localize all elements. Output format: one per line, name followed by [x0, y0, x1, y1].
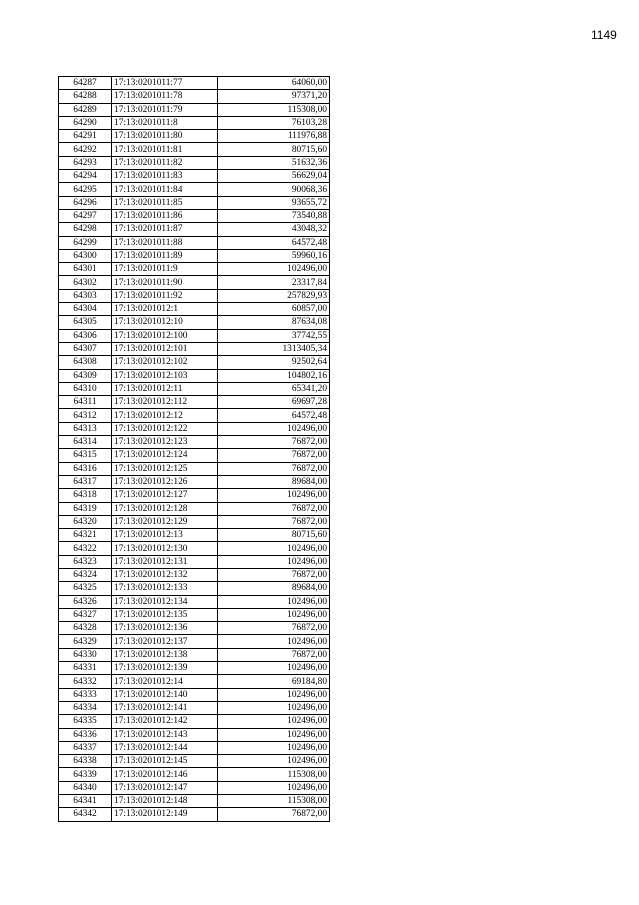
cadastral-number-cell: 17:13:0201012:129	[112, 515, 218, 528]
table-row	[59, 130, 330, 143]
cadastral-value-cell: 64060,00	[218, 77, 330, 90]
row-number-cell: 64299	[59, 236, 112, 249]
cadastral-number-cell: 17:13:0201012:103	[112, 369, 218, 382]
table-row	[59, 316, 330, 329]
row-number-cell: 64335	[59, 715, 112, 728]
table-row	[59, 77, 330, 90]
cadastral-value-cell: 76872,00	[218, 436, 330, 449]
table-row	[59, 768, 330, 781]
cadastral-number-cell: 17:13:0201012:141	[112, 701, 218, 714]
row-number-cell: 64337	[59, 741, 112, 754]
cadastral-value-cell: 59960,16	[218, 249, 330, 262]
cadastral-number-cell: 17:13:0201011:78	[112, 90, 218, 103]
cadastral-number-cell: 17:13:0201011:92	[112, 289, 218, 302]
table-row	[59, 183, 330, 196]
cadastral-value-cell: 56629,04	[218, 170, 330, 183]
row-number-cell: 64325	[59, 582, 112, 595]
cadastral-number-cell: 17:13:0201012:138	[112, 648, 218, 661]
cadastral-value-cell: 76872,00	[218, 502, 330, 515]
cadastral-number-cell: 17:13:0201012:101	[112, 342, 218, 355]
cadastral-number-cell: 17:13:0201012:11	[112, 382, 218, 395]
row-number-cell: 64301	[59, 263, 112, 276]
cadastral-number-cell: 17:13:0201012:139	[112, 662, 218, 675]
table-row	[59, 170, 330, 183]
cadastral-value-cell: 97371,20	[218, 90, 330, 103]
page-number: 1149	[591, 28, 617, 42]
cadastral-value-cell: 102496,00	[218, 715, 330, 728]
cadastral-number-cell: 17:13:0201012:100	[112, 329, 218, 342]
row-number-cell: 64332	[59, 675, 112, 688]
row-number-cell: 64308	[59, 356, 112, 369]
row-number-cell: 64310	[59, 382, 112, 395]
cadastral-value-cell: 92502,64	[218, 356, 330, 369]
table-row	[59, 236, 330, 249]
cadastral-number-cell: 17:13:0201012:140	[112, 688, 218, 701]
table-row	[59, 116, 330, 129]
table-row	[59, 196, 330, 209]
table-row	[59, 209, 330, 222]
table-row	[59, 156, 330, 169]
cadastral-value-cell: 102496,00	[218, 489, 330, 502]
row-number-cell: 64338	[59, 755, 112, 768]
cadastral-value-cell: 104802,16	[218, 369, 330, 382]
cadastral-value-cell: 90068,36	[218, 183, 330, 196]
cadastral-number-cell: 17:13:0201012:127	[112, 489, 218, 502]
cadastral-number-cell: 17:13:0201011:89	[112, 249, 218, 262]
row-number-cell: 64330	[59, 648, 112, 661]
cadastral-number-cell: 17:13:0201012:112	[112, 396, 218, 409]
cadastral-value-cell: 69697,28	[218, 396, 330, 409]
row-number-cell: 64288	[59, 90, 112, 103]
table-row	[59, 622, 330, 635]
cadastral-value-cell: 115308,00	[218, 768, 330, 781]
table-row	[59, 475, 330, 488]
table-row	[59, 741, 330, 754]
cadastral-value-cell: 102496,00	[218, 542, 330, 555]
cadastral-number-cell: 17:13:0201012:143	[112, 728, 218, 741]
cadastral-value-cell: 102496,00	[218, 608, 330, 621]
table-row	[59, 675, 330, 688]
row-number-cell: 64320	[59, 515, 112, 528]
row-number-cell: 64316	[59, 462, 112, 475]
cadastral-number-cell: 17:13:0201011:8	[112, 116, 218, 129]
cadastral-value-cell: 1313405,34	[218, 342, 330, 355]
cadastral-value-cell: 64572,48	[218, 409, 330, 422]
cadastral-number-cell: 17:13:0201011:87	[112, 223, 218, 236]
table-row	[59, 608, 330, 621]
cadastral-value-cell: 102496,00	[218, 263, 330, 276]
row-number-cell: 64322	[59, 542, 112, 555]
cadastral-value-cell: 115308,00	[218, 795, 330, 808]
cadastral-number-cell: 17:13:0201012:122	[112, 422, 218, 435]
cadastral-value-cell: 111976,88	[218, 130, 330, 143]
cadastral-number-cell: 17:13:0201012:131	[112, 555, 218, 568]
table-row	[59, 263, 330, 276]
cadastral-value-cell: 257829,93	[218, 289, 330, 302]
table-row	[59, 755, 330, 768]
table-row	[59, 369, 330, 382]
row-number-cell: 64298	[59, 223, 112, 236]
row-number-cell: 64290	[59, 116, 112, 129]
cadastral-value-cell: 102496,00	[218, 422, 330, 435]
row-number-cell: 64319	[59, 502, 112, 515]
table-row	[59, 449, 330, 462]
cadastral-value-cell: 102496,00	[218, 595, 330, 608]
cadastral-number-cell: 17:13:0201011:81	[112, 143, 218, 156]
table-row	[59, 103, 330, 116]
cadastral-value-cell: 102496,00	[218, 728, 330, 741]
table-row	[59, 781, 330, 794]
table-row	[59, 436, 330, 449]
cadastral-value-cell: 102496,00	[218, 688, 330, 701]
cadastral-number-cell: 17:13:0201012:14	[112, 675, 218, 688]
row-number-cell: 64324	[59, 568, 112, 581]
table-row	[59, 648, 330, 661]
cadastral-value-cell: 102496,00	[218, 755, 330, 768]
table-row	[59, 529, 330, 542]
cadastral-value-cell: 51632,36	[218, 156, 330, 169]
cadastral-number-cell: 17:13:0201012:136	[112, 622, 218, 635]
table-row	[59, 688, 330, 701]
cadastral-number-cell: 17:13:0201011:86	[112, 209, 218, 222]
cadastral-value-cell: 64572,48	[218, 236, 330, 249]
cadastral-number-cell: 17:13:0201012:102	[112, 356, 218, 369]
cadastral-value-cell: 80715,60	[218, 529, 330, 542]
row-number-cell: 64304	[59, 303, 112, 316]
row-number-cell: 64318	[59, 489, 112, 502]
cadastral-number-cell: 17:13:0201012:135	[112, 608, 218, 621]
cadastral-value-cell: 76103,28	[218, 116, 330, 129]
row-number-cell: 64326	[59, 595, 112, 608]
row-number-cell: 64336	[59, 728, 112, 741]
row-number-cell: 64317	[59, 475, 112, 488]
cadastral-number-cell: 17:13:0201011:90	[112, 276, 218, 289]
table-row	[59, 701, 330, 714]
cadastral-number-cell: 17:13:0201012:125	[112, 462, 218, 475]
cadastral-value-cell: 69184,80	[218, 675, 330, 688]
row-number-cell: 64329	[59, 635, 112, 648]
table-row	[59, 582, 330, 595]
row-number-cell: 64313	[59, 422, 112, 435]
row-number-cell: 64287	[59, 77, 112, 90]
cadastral-value-table	[58, 76, 330, 822]
cadastral-number-cell: 17:13:0201011:79	[112, 103, 218, 116]
cadastral-number-cell: 17:13:0201012:148	[112, 795, 218, 808]
cadastral-number-cell: 17:13:0201012:1	[112, 303, 218, 316]
table-row	[59, 223, 330, 236]
row-number-cell: 64292	[59, 143, 112, 156]
row-number-cell: 64309	[59, 369, 112, 382]
row-number-cell: 64342	[59, 808, 112, 821]
table-row	[59, 289, 330, 302]
table-row	[59, 396, 330, 409]
row-number-cell: 64295	[59, 183, 112, 196]
cadastral-number-cell: 17:13:0201012:13	[112, 529, 218, 542]
cadastral-number-cell: 17:13:0201012:128	[112, 502, 218, 515]
cadastral-number-cell: 17:13:0201011:9	[112, 263, 218, 276]
cadastral-value-cell: 87634,08	[218, 316, 330, 329]
table-row	[59, 462, 330, 475]
table-row	[59, 595, 330, 608]
cadastral-value-cell: 115308,00	[218, 103, 330, 116]
cadastral-number-cell: 17:13:0201012:10	[112, 316, 218, 329]
table-row	[59, 635, 330, 648]
row-number-cell: 64311	[59, 396, 112, 409]
cadastral-number-cell: 17:13:0201012:147	[112, 781, 218, 794]
cadastral-number-cell: 17:13:0201011:88	[112, 236, 218, 249]
row-number-cell: 64312	[59, 409, 112, 422]
cadastral-value-cell: 76872,00	[218, 622, 330, 635]
row-number-cell: 64289	[59, 103, 112, 116]
table-row	[59, 382, 330, 395]
cadastral-number-cell: 17:13:0201012:145	[112, 755, 218, 768]
table-row	[59, 422, 330, 435]
row-number-cell: 64331	[59, 662, 112, 675]
cadastral-number-cell: 17:13:0201012:126	[112, 475, 218, 488]
row-number-cell: 64294	[59, 170, 112, 183]
table-row	[59, 542, 330, 555]
row-number-cell: 64314	[59, 436, 112, 449]
cadastral-value-cell: 37742,55	[218, 329, 330, 342]
cadastral-number-cell: 17:13:0201012:134	[112, 595, 218, 608]
row-number-cell: 64293	[59, 156, 112, 169]
table-row	[59, 502, 330, 515]
cadastral-value-cell: 102496,00	[218, 701, 330, 714]
row-number-cell: 64315	[59, 449, 112, 462]
row-number-cell: 64323	[59, 555, 112, 568]
cadastral-value-cell: 102496,00	[218, 781, 330, 794]
cadastral-value-cell: 93655,72	[218, 196, 330, 209]
table-row	[59, 795, 330, 808]
cadastral-number-cell: 17:13:0201012:142	[112, 715, 218, 728]
cadastral-number-cell: 17:13:0201012:144	[112, 741, 218, 754]
cadastral-number-cell: 17:13:0201011:82	[112, 156, 218, 169]
cadastral-number-cell: 17:13:0201012:123	[112, 436, 218, 449]
cadastral-value-cell: 102496,00	[218, 555, 330, 568]
row-number-cell: 64328	[59, 622, 112, 635]
cadastral-number-cell: 17:13:0201012:130	[112, 542, 218, 555]
cadastral-value-cell: 89684,00	[218, 475, 330, 488]
cadastral-number-cell: 17:13:0201012:12	[112, 409, 218, 422]
table-row	[59, 568, 330, 581]
row-number-cell: 64333	[59, 688, 112, 701]
row-number-cell: 64297	[59, 209, 112, 222]
row-number-cell: 64307	[59, 342, 112, 355]
cadastral-value-cell: 76872,00	[218, 449, 330, 462]
table-row	[59, 276, 330, 289]
row-number-cell: 64306	[59, 329, 112, 342]
table-row	[59, 555, 330, 568]
table-row	[59, 808, 330, 821]
row-number-cell: 64303	[59, 289, 112, 302]
cadastral-number-cell: 17:13:0201012:149	[112, 808, 218, 821]
row-number-cell: 64341	[59, 795, 112, 808]
cadastral-number-cell: 17:13:0201011:83	[112, 170, 218, 183]
cadastral-number-cell: 17:13:0201012:146	[112, 768, 218, 781]
table-row	[59, 356, 330, 369]
table-row	[59, 662, 330, 675]
cadastral-number-cell: 17:13:0201012:137	[112, 635, 218, 648]
cadastral-value-cell: 43048,32	[218, 223, 330, 236]
row-number-cell: 64340	[59, 781, 112, 794]
cadastral-number-cell: 17:13:0201012:124	[112, 449, 218, 462]
cadastral-number-cell: 17:13:0201012:132	[112, 568, 218, 581]
cadastral-number-cell: 17:13:0201011:85	[112, 196, 218, 209]
row-number-cell: 64302	[59, 276, 112, 289]
cadastral-value-cell: 76872,00	[218, 462, 330, 475]
table-row	[59, 715, 330, 728]
cadastral-value-cell: 60857,00	[218, 303, 330, 316]
cadastral-number-cell: 17:13:0201011:80	[112, 130, 218, 143]
table-row	[59, 728, 330, 741]
cadastral-value-cell: 89684,00	[218, 582, 330, 595]
cadastral-value-cell: 76872,00	[218, 808, 330, 821]
cadastral-value-cell: 80715,60	[218, 143, 330, 156]
table-row	[59, 515, 330, 528]
cadastral-value-cell: 65341,20	[218, 382, 330, 395]
cadastral-value-cell: 102496,00	[218, 662, 330, 675]
table-row	[59, 143, 330, 156]
row-number-cell: 64300	[59, 249, 112, 262]
table-row	[59, 303, 330, 316]
cadastral-value-cell: 76872,00	[218, 515, 330, 528]
cadastral-value-cell: 23317,84	[218, 276, 330, 289]
cadastral-value-cell: 73540,88	[218, 209, 330, 222]
cadastral-value-cell: 76872,00	[218, 648, 330, 661]
cadastral-number-cell: 17:13:0201011:84	[112, 183, 218, 196]
cadastral-value-cell: 102496,00	[218, 741, 330, 754]
row-number-cell: 64321	[59, 529, 112, 542]
row-number-cell: 64296	[59, 196, 112, 209]
row-number-cell: 64305	[59, 316, 112, 329]
cadastral-number-cell: 17:13:0201011:77	[112, 77, 218, 90]
table-row	[59, 249, 330, 262]
table-row	[59, 342, 330, 355]
cadastral-value-cell: 102496,00	[218, 635, 330, 648]
row-number-cell: 64339	[59, 768, 112, 781]
row-number-cell: 64334	[59, 701, 112, 714]
table-row	[59, 489, 330, 502]
table-row	[59, 329, 330, 342]
cadastral-value-cell: 76872,00	[218, 568, 330, 581]
cadastral-number-cell: 17:13:0201012:133	[112, 582, 218, 595]
table-row	[59, 90, 330, 103]
row-number-cell: 64327	[59, 608, 112, 621]
table-body	[59, 77, 330, 822]
row-number-cell: 64291	[59, 130, 112, 143]
table-row	[59, 409, 330, 422]
